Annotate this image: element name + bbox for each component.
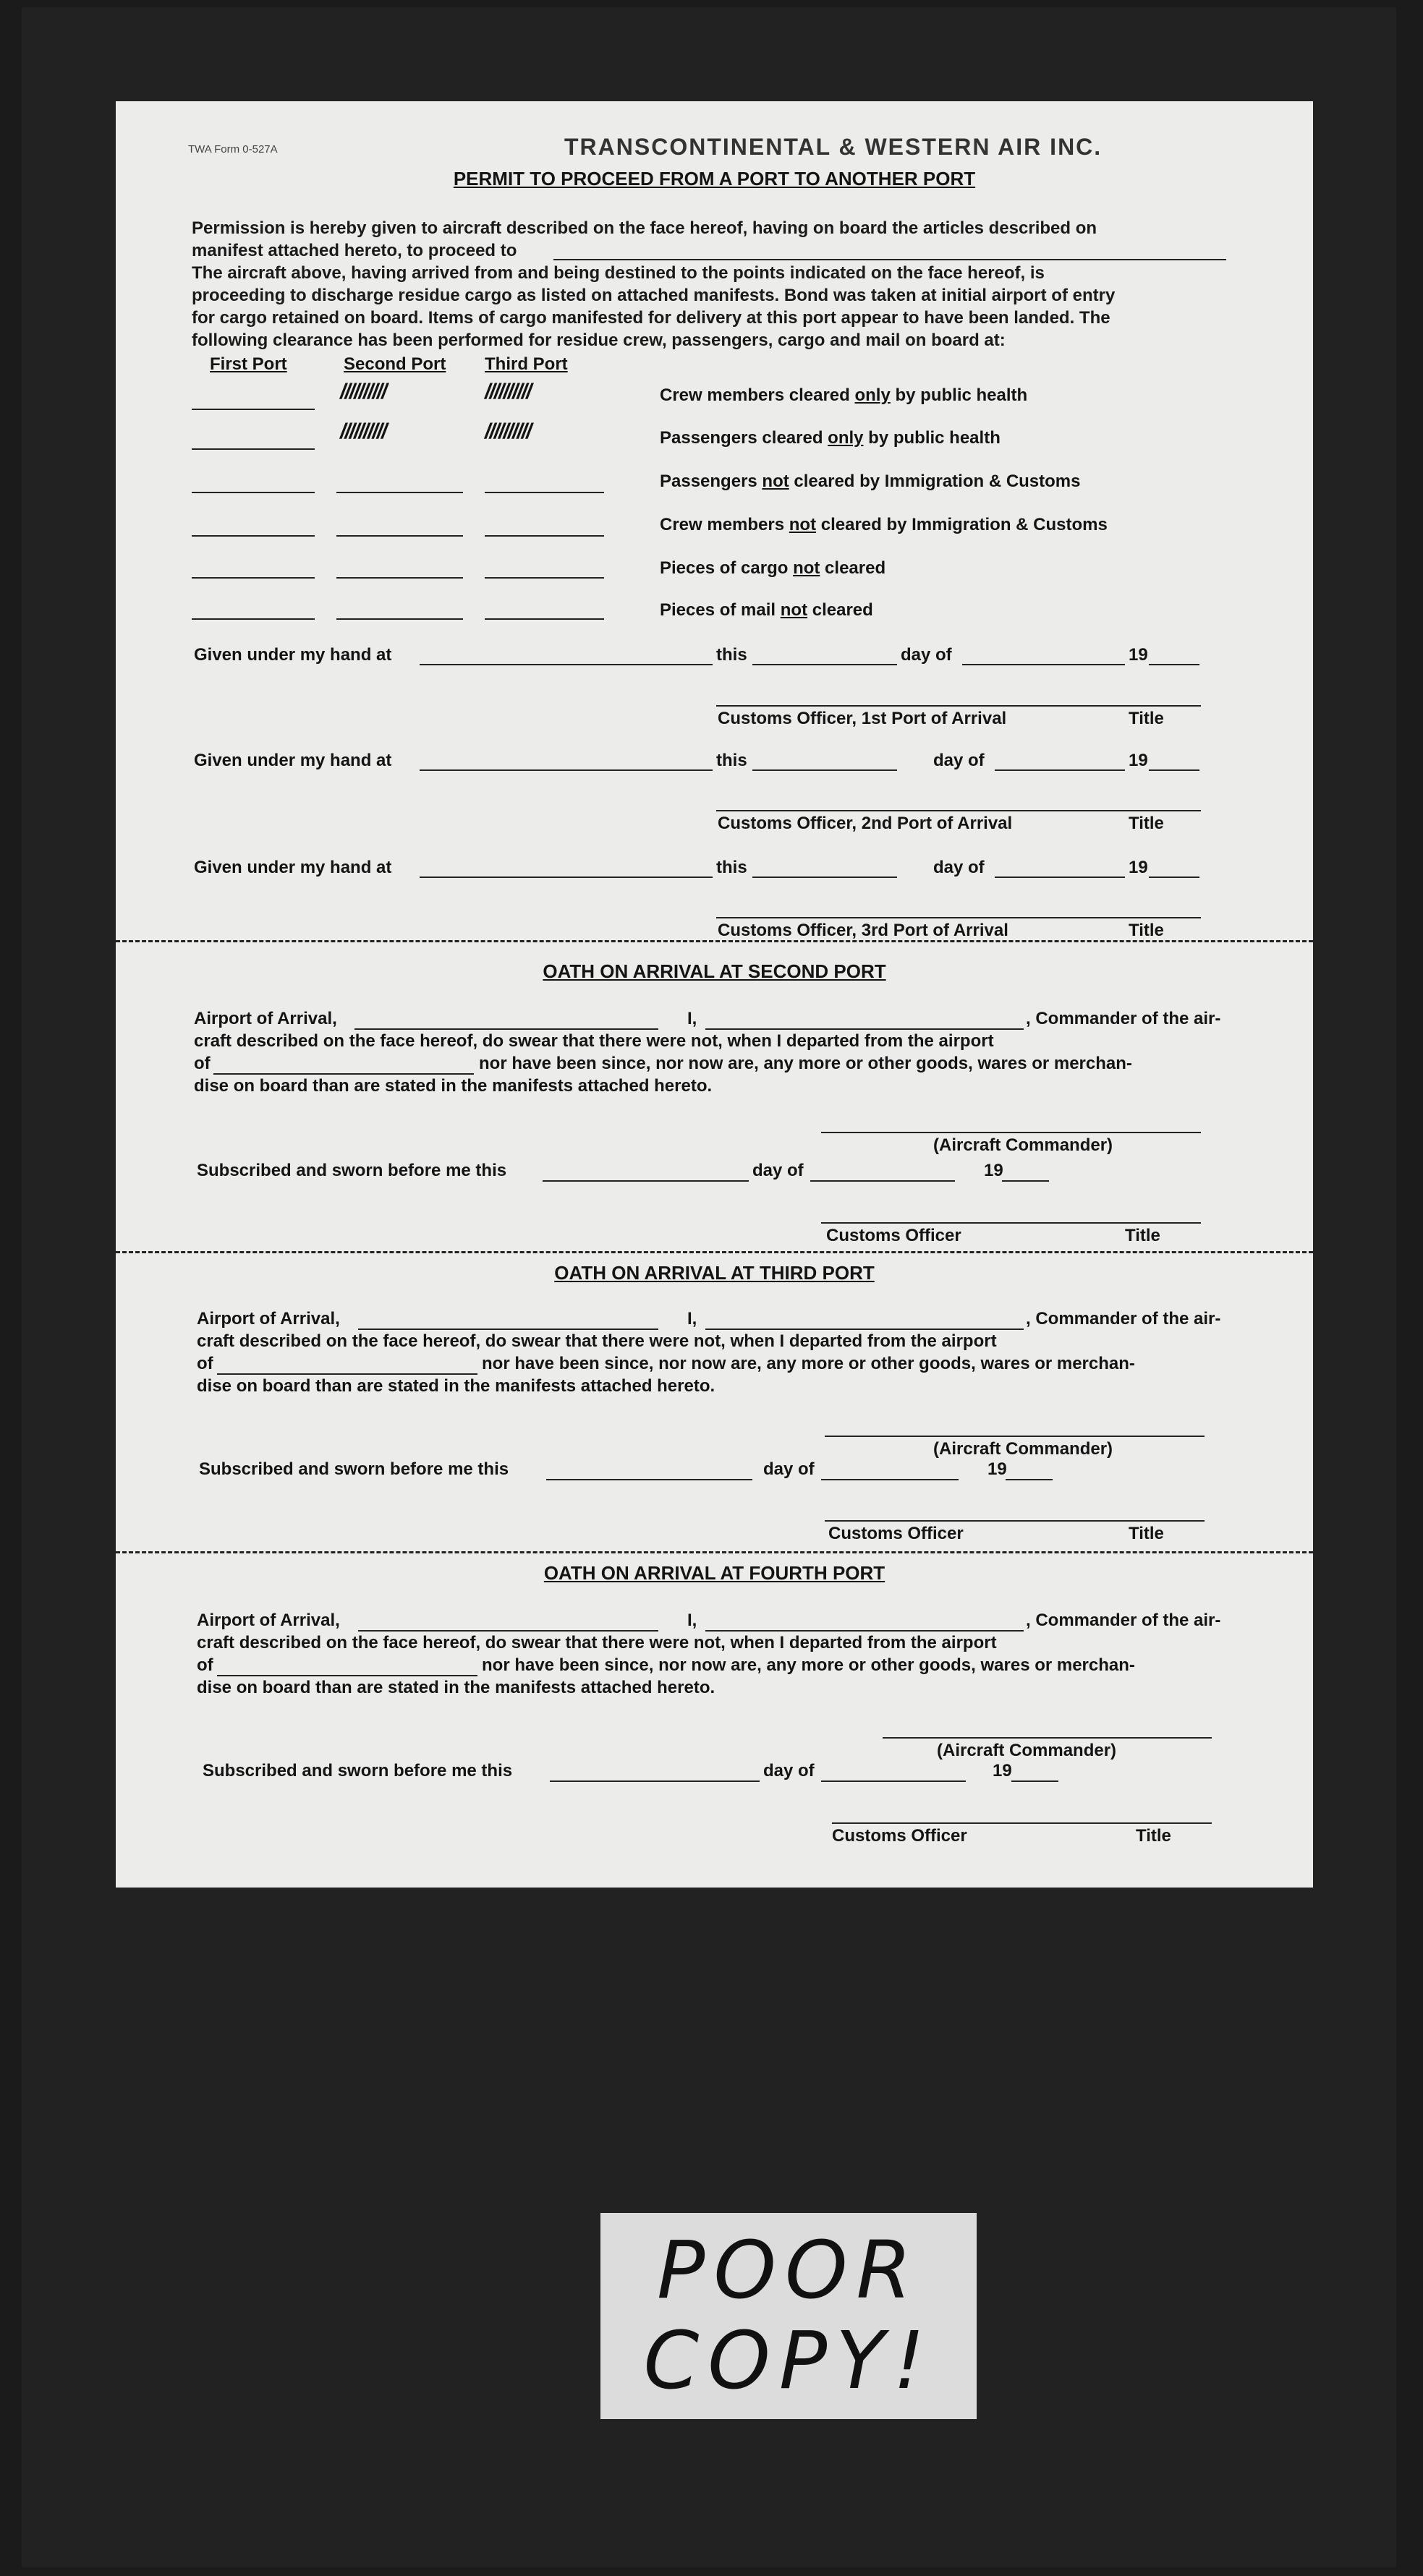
oath-line-3: nor have been since, nor now are, any more or other goods, wares or merchan- [482, 1354, 1135, 1373]
commander-name-field[interactable] [705, 1028, 1024, 1030]
given-month-field[interactable] [962, 664, 1125, 665]
commander-name-field[interactable] [705, 1328, 1024, 1330]
note-line-2: COPY! [643, 2314, 934, 2407]
given-day-field[interactable] [752, 769, 897, 771]
customs-title-label: Title [1129, 1524, 1164, 1543]
third-port-field[interactable] [485, 535, 604, 537]
customs-officer-signature-field[interactable] [821, 1222, 1201, 1224]
of-label: of [194, 1054, 211, 1073]
proceed-to-field[interactable] [553, 259, 1226, 260]
given-label: Given under my hand at [194, 858, 392, 877]
subscribed-month-field[interactable] [821, 1780, 966, 1782]
of-label: of [197, 1354, 213, 1373]
intro-line-2: manifest attached hereto, to proceed to [192, 241, 517, 260]
i-label: I, [687, 1309, 697, 1328]
this-label: this [716, 858, 747, 877]
section-divider [116, 1251, 1313, 1253]
subscribed-year-field[interactable] [1002, 1180, 1049, 1182]
airport-field[interactable] [358, 1328, 658, 1330]
year-prefix: 19 [993, 1761, 1012, 1780]
customs-officer-label: Customs Officer [828, 1524, 964, 1543]
clearance-row-label: Pieces of mail not cleared [660, 600, 873, 620]
oath-line-4: dise on board than are stated in the manifests attached hereto. [197, 1678, 715, 1697]
given-day-field[interactable] [752, 877, 897, 878]
subscribed-day-field[interactable] [543, 1180, 749, 1182]
aircraft-commander-label: (Aircraft Commander) [933, 1135, 1113, 1155]
commander-signature-field[interactable] [821, 1132, 1201, 1133]
given-place-field[interactable] [420, 769, 713, 771]
intro-line-3: The aircraft above, having arrived from and being destined to the points indicated on the face hereof, is [192, 263, 1045, 283]
note-line-1: POOR [657, 2224, 920, 2316]
customs-title-label: Title [1136, 1826, 1171, 1846]
oath-line-3: nor have been since, nor now are, any more or other goods, wares or merchan- [479, 1054, 1132, 1073]
column-second-port: Second Port [344, 354, 446, 374]
officer1-title-label: Title [1129, 709, 1164, 728]
oath-line-4: dise on board than are stated in the manifests attached hereto. [197, 1376, 715, 1396]
second-port-field[interactable] [336, 618, 463, 620]
airport-label: Airport of Arrival, [194, 1009, 337, 1028]
column-third-port: Third Port [485, 354, 568, 374]
oath-line-2: craft described on the face hereof, do swear that there were not, when I departed from the airport [197, 1331, 997, 1351]
customs-officer-label: Customs Officer [826, 1226, 961, 1245]
intro-line-1: Permission is hereby given to aircraft described on the face hereof, having on board the articles described on [192, 218, 1097, 238]
second-port-struck: ////////// [340, 380, 386, 404]
clearance-row-label: Crew members not cleared by Immigration & Customs [660, 515, 1108, 534]
commander-signature-field[interactable] [883, 1737, 1212, 1739]
aircraft-commander-label: (Aircraft Commander) [933, 1439, 1113, 1459]
subscribed-day-field[interactable] [546, 1479, 752, 1480]
company-name: TRANSCONTINENTAL & WESTERN AIR INC. [564, 134, 1103, 160]
given-label: Given under my hand at [194, 645, 392, 665]
this-label: this [716, 645, 747, 665]
oath-fourth-port-title: OATH ON ARRIVAL AT FOURTH PORT [543, 1562, 885, 1584]
customs-title-label: Title [1125, 1226, 1160, 1245]
intro-line-6: following clearance has been performed for residue crew, passengers, cargo and mail on board at: [192, 330, 1006, 350]
departure-airport-field[interactable] [217, 1675, 477, 1676]
second-port-field[interactable] [336, 535, 463, 537]
subscribed-year-field[interactable] [1011, 1780, 1058, 1782]
i-label: I, [687, 1009, 697, 1028]
clearance-row-label: Passengers cleared only by public health [660, 428, 1001, 448]
airport-field[interactable] [358, 1630, 658, 1632]
day-of-label: day of [933, 751, 985, 770]
oath-line-2: craft described on the face hereof, do swear that there were not, when I departed from the airport [194, 1031, 994, 1051]
subscribed-label: Subscribed and sworn before me this [203, 1761, 513, 1780]
second-port-field[interactable] [336, 492, 463, 493]
year-prefix: 19 [984, 1161, 1003, 1180]
intro-line-4: proceeding to discharge residue cargo as listed on attached manifests. Bond was taken at initial airport of entry [192, 286, 1116, 305]
given-day-field[interactable] [752, 664, 897, 665]
clearance-row-label: Passengers not cleared by Immigration & Customs [660, 472, 1081, 491]
subscribed-label: Subscribed and sworn before me this [197, 1161, 507, 1180]
first-port-field[interactable] [192, 577, 315, 579]
clearance-row-label: Crew members cleared only by public health [660, 385, 1028, 405]
given-year-field[interactable] [1149, 664, 1199, 665]
airport-label: Airport of Arrival, [197, 1309, 340, 1328]
officer2-signature-field[interactable] [716, 810, 1201, 811]
column-first-port: First Port [210, 354, 287, 374]
first-port-field[interactable] [192, 492, 315, 493]
oath-line-4: dise on board than are stated in the manifests attached hereto. [194, 1076, 713, 1096]
officer2-title-label: Title [1129, 814, 1164, 833]
customs-officer-label: Customs Officer [832, 1826, 967, 1846]
customs-officer-signature-field[interactable] [832, 1822, 1212, 1824]
given-month-field[interactable] [995, 769, 1125, 771]
of-label: of [197, 1655, 213, 1675]
officer3-title-label: Title [1129, 921, 1164, 940]
first-port-field[interactable] [192, 448, 315, 450]
customs-officer-signature-field[interactable] [825, 1520, 1205, 1522]
year-prefix: 19 [1129, 645, 1148, 665]
commander-of-label: , Commander of the air- [1026, 1009, 1221, 1028]
day-of-label: day of [901, 645, 952, 665]
form-title: PERMIT TO PROCEED FROM A PORT TO ANOTHER PORT [453, 168, 976, 189]
officer2-label: Customs Officer, 2nd Port of Arrival [718, 814, 1013, 833]
commander-signature-field[interactable] [825, 1436, 1205, 1437]
oath-line-2: craft described on the face hereof, do swear that there were not, when I departed from the airport [197, 1633, 997, 1652]
oath-line-3: nor have been since, nor now are, any more or other goods, wares or merchan- [482, 1655, 1135, 1675]
intro-line-5: for cargo retained on board. Items of cargo manifested for delivery at this port appear to have been landed. The [192, 308, 1110, 328]
departure-airport-field[interactable] [217, 1373, 477, 1375]
departure-airport-field[interactable] [213, 1073, 474, 1075]
clearance-row-label: Pieces of cargo not cleared [660, 558, 886, 578]
year-prefix: 19 [1129, 751, 1148, 770]
commander-of-label: , Commander of the air- [1026, 1309, 1221, 1328]
first-port-field[interactable] [192, 535, 315, 537]
given-year-field[interactable] [1149, 877, 1199, 878]
given-month-field[interactable] [995, 877, 1125, 878]
given-place-field[interactable] [420, 877, 713, 878]
form-number: TWA Form 0-527A [188, 143, 278, 155]
year-prefix: 19 [1129, 858, 1148, 877]
day-of-label: day of [933, 858, 985, 877]
commander-name-field[interactable] [705, 1630, 1024, 1632]
day-of-label: day of [763, 1459, 815, 1479]
second-port-field[interactable] [336, 577, 463, 579]
first-port-field[interactable] [192, 409, 315, 410]
third-port-field[interactable] [485, 618, 604, 620]
officer3-label: Customs Officer, 3rd Port of Arrival [718, 921, 1008, 940]
officer1-signature-field[interactable] [716, 705, 1201, 707]
subscribed-label: Subscribed and sworn before me this [199, 1459, 509, 1479]
this-label: this [716, 751, 747, 770]
i-label: I, [687, 1611, 697, 1630]
commander-of-label: , Commander of the air- [1026, 1611, 1221, 1630]
officer3-signature-field[interactable] [716, 917, 1201, 918]
subscribed-month-field[interactable] [810, 1180, 955, 1182]
oath-third-port-title: OATH ON ARRIVAL AT THIRD PORT [554, 1262, 875, 1284]
aircraft-commander-label: (Aircraft Commander) [937, 1741, 1117, 1760]
given-year-field[interactable] [1149, 769, 1199, 771]
form-page [116, 101, 1313, 1888]
day-of-label: day of [763, 1761, 815, 1780]
third-port-field[interactable] [485, 577, 604, 579]
officer1-label: Customs Officer, 1st Port of Arrival [718, 709, 1007, 728]
year-prefix: 19 [987, 1459, 1007, 1479]
section-divider [116, 1551, 1313, 1553]
airport-field[interactable] [354, 1028, 658, 1030]
section-divider [116, 940, 1313, 942]
oath-second-port-title: OATH ON ARRIVAL AT SECOND PORT [543, 960, 886, 982]
second-port-struck: ////////// [340, 419, 386, 443]
third-port-struck: ////////// [485, 380, 531, 404]
subscribed-year-field[interactable] [1006, 1479, 1053, 1480]
day-of-label: day of [752, 1161, 804, 1180]
given-place-field[interactable] [420, 664, 713, 665]
subscribed-month-field[interactable] [821, 1479, 959, 1480]
airport-label: Airport of Arrival, [197, 1611, 340, 1630]
third-port-field[interactable] [485, 492, 604, 493]
first-port-field[interactable] [192, 618, 315, 620]
poor-copy-note [600, 2213, 977, 2419]
given-label: Given under my hand at [194, 751, 392, 770]
subscribed-day-field[interactable] [550, 1780, 760, 1782]
third-port-struck: ////////// [485, 419, 531, 443]
